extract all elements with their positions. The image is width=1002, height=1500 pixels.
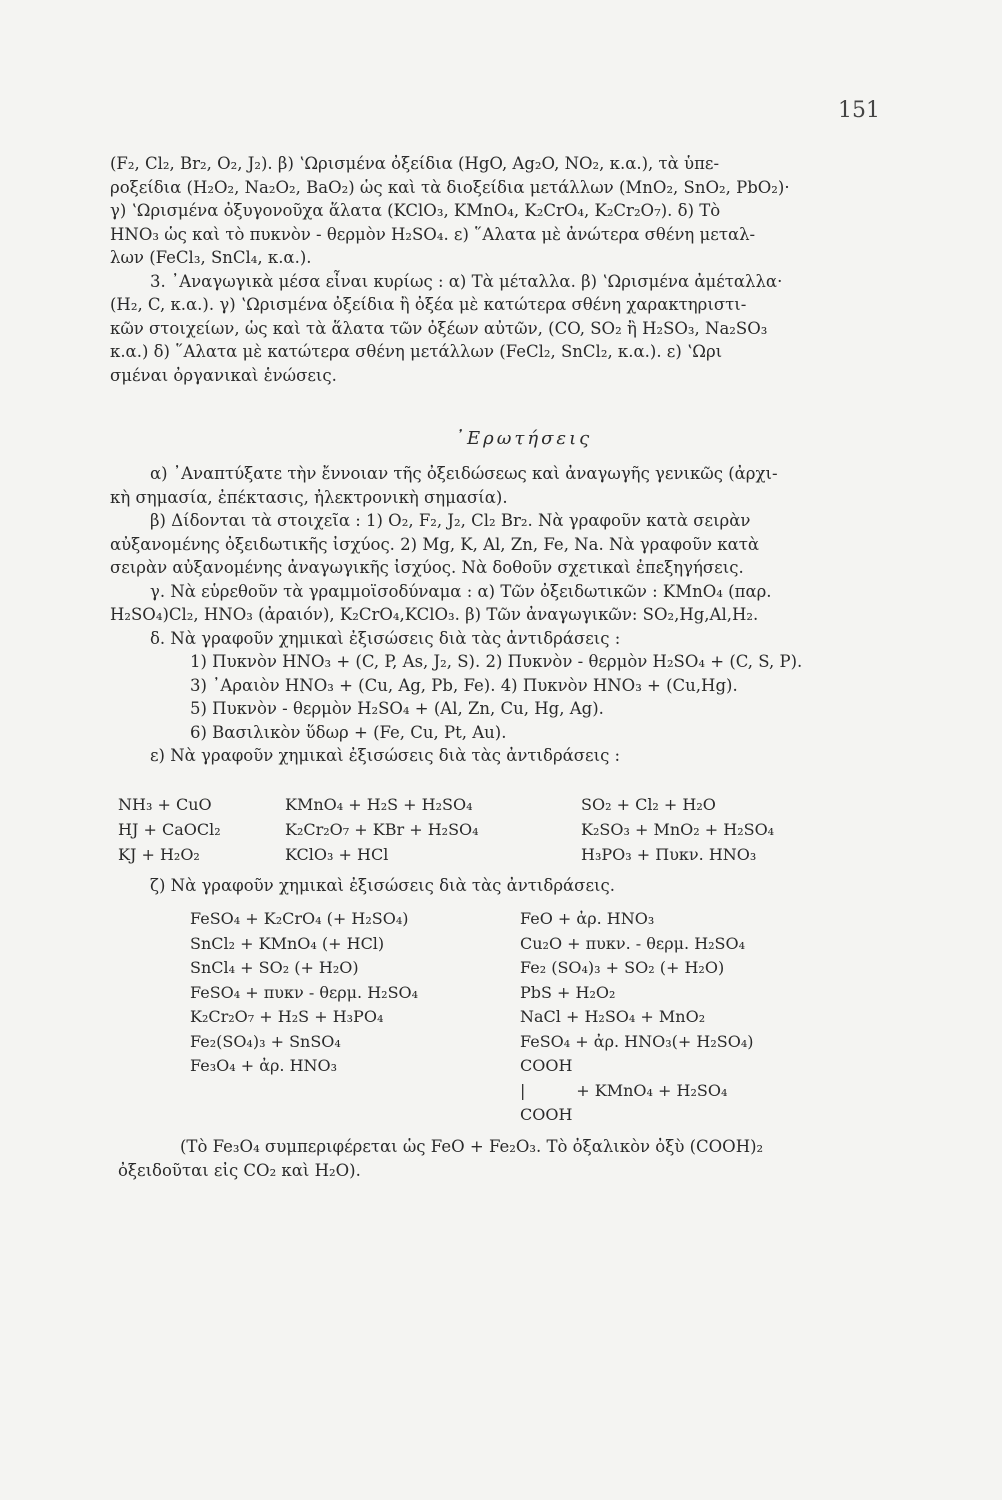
equation-row bbox=[118, 842, 918, 867]
equation: KClO₃ + HCl bbox=[285, 845, 389, 864]
equation: KJ + H₂O₂ bbox=[118, 845, 200, 864]
text-line: HNO₃ ὡς καὶ τὸ πυκνὸν - θερμὸν H₂SO₄. ε) ῞Αλατα μὲ ἀνώτερα σθένη μεταλ- bbox=[110, 224, 756, 244]
equation: FeO + ἀρ. HNO₃ bbox=[520, 909, 655, 928]
questions-heading: ᾿Ερωτήσεις bbox=[455, 428, 593, 449]
questions-block bbox=[110, 462, 910, 768]
footnote bbox=[118, 1135, 908, 1183]
equation: SO₂ + Cl₂ + H₂O bbox=[581, 795, 716, 814]
question-line: κὴ σημασία, ἐπέκτασις, ἠλεκτρονικὴ σημασία). bbox=[110, 487, 508, 507]
text-line: κ.α.) δ) ῞Αλατα μὲ κατώτερα σθένη μετάλλων (FeCl₂, SnCl₂, κ.α.). ε) ʽΩρι bbox=[110, 342, 723, 361]
equation-row bbox=[118, 817, 918, 842]
equation: Fe₃O₄ + ἀρ. HNO₃ bbox=[190, 1056, 338, 1075]
text-line: ροξείδια (H₂O₂, Na₂O₂, BaO₂) ὡς καὶ τὰ διοξείδια μετάλλων (MnO₂, SnO₂, PbO₂)· bbox=[110, 177, 790, 197]
reaction-line: 3) ᾿Αραιὸν HNO₃ + (Cu, Ag, Pb, Fe). 4) Πυκνὸν HNO₃ + (Cu,Hg). bbox=[190, 675, 738, 695]
question-line: δ. Νὰ γραφοῦν χημικαὶ ἐξισώσεις διὰ τὰς ἀντιδράσεις : bbox=[150, 628, 621, 648]
text-line: σμέναι ὀργανικαὶ ἑνώσεις. bbox=[110, 365, 337, 385]
equations-e-grid bbox=[118, 792, 918, 867]
equation: SnCl₄ + SO₂ (+ H₂O) bbox=[190, 958, 359, 977]
equation: HJ + CaOCl₂ bbox=[118, 820, 221, 839]
equation: PbS + H₂O₂ bbox=[520, 982, 616, 1002]
text-line: (H₂, C, κ.α.). γ) ʽΩρισμένα ὀξείδια ἢ ὀξέα μὲ κατώτερα σθένη χαρακτηριστι- bbox=[110, 295, 747, 314]
question-line: ε) Νὰ γραφοῦν χημικαὶ ἐξισώσεις διὰ τὰς ἀντιδράσεις : bbox=[150, 746, 621, 765]
note-line: ὀξειδοῦται εἰς CO₂ καὶ H₂O). bbox=[118, 1161, 361, 1180]
body-text-top bbox=[110, 152, 910, 387]
equation: Cu₂O + πυκν. - θερμ. H₂SO₄ bbox=[520, 933, 746, 953]
equations-z-left bbox=[190, 907, 510, 1079]
equation: NaCl + H₂SO₄ + MnO₂ bbox=[520, 1007, 706, 1026]
text-line: (F₂, Cl₂, Br₂, O₂, J₂). β) ʽΩρισμένα ὀξείδια (HgO, Ag₂O, NO₂, κ.α.), τὰ ὑπε- bbox=[110, 154, 720, 173]
question-line: α) ᾿Αναπτύξατε τὴν ἔννοιαν τῆς ὀξειδώσεως καὶ ἀναγωγῆς γενικῶς (ἀρχι- bbox=[150, 464, 778, 483]
question-line: σειρὰν αὐξανομένης ἀναγωγικῆς ἰσχύος. Νὰ δοθοῦν σχετικαὶ ἐπεξηγήσεις. bbox=[110, 558, 744, 577]
section-3-line: 3. ᾿Αναγωγικὰ μέσα εἶναι κυρίως : α) Τὰ μέταλλα. β) ʽΩρισμένα ἀμέταλλα· bbox=[150, 271, 783, 291]
page-number: 151 bbox=[838, 98, 880, 123]
equation: NH₃ + CuO bbox=[118, 795, 212, 814]
equation: FeSO₄ + ἀρ. HNO₃(+ H₂SO₄) bbox=[520, 1031, 754, 1051]
text-line: γ) ʽΩρισμένα ὀξυγονοῦχα ἅλατα (KClO₃, KMnO₄, K₂CrO₄, K₂Cr₂O₇). δ) Τὸ bbox=[110, 201, 721, 220]
zeta-intro: ζ) Νὰ γραφοῦν χημικαὶ ἐξισώσεις διὰ τὰς ἀντιδράσεις. bbox=[150, 876, 615, 895]
equation: K₂SO₃ + MnO₂ + H₂SO₄ bbox=[581, 820, 775, 839]
reaction-line: 1) Πυκνὸν HNO₃ + (C, P, As, J₂, S). 2) Πυκνὸν - θερμὸν H₂SO₄ + (C, S, P). bbox=[190, 652, 803, 671]
equation-row bbox=[118, 792, 918, 817]
equation: FeSO₄ + πυκν - θερμ. H₂SO₄ bbox=[190, 982, 419, 1002]
reaction-line: 6) Βασιλικὸν ὕδωρ + (Fe, Cu, Pt, Au). bbox=[190, 722, 507, 742]
oxalic-top: COOH bbox=[520, 1056, 573, 1075]
equation: KMnO₄ + H₂S + H₂SO₄ bbox=[285, 795, 473, 814]
text-line: κῶν στοιχείων, ὡς καὶ τὰ ἅλατα τῶν ὀξέων αὐτῶν, (CO, SO₂ ἢ H₂SO₃, Na₂SO₃ bbox=[110, 318, 768, 338]
equation: FeSO₄ + K₂CrO₄ (+ H₂SO₄) bbox=[190, 909, 409, 928]
reaction-line: 5) Πυκνὸν - θερμὸν H₂SO₄ + (Al, Zn, Cu, Hg, Ag). bbox=[190, 699, 604, 718]
question-line: γ. Νὰ εὑρεθοῦν τὰ γραμμοϊσοδύναμα : α) Τῶν ὀξειδωτικῶν : KMnO₄ (παρ. bbox=[150, 581, 772, 601]
question-line: H₂SO₄)Cl₂, HNO₃ (ἀραιόν), K₂CrO₄,KClO₃. β) Τῶν ἀναγωγικῶν: SO₂,Hg,Al,H₂. bbox=[110, 605, 759, 624]
equation: Fe₂(SO₄)₃ + SnSO₄ bbox=[190, 1031, 341, 1051]
question-line: αὐξανομένης ὀξειδωτικῆς ἰσχύος. 2) Mg, K, Al, Zn, Fe, Na. Νὰ γραφοῦν κατὰ bbox=[110, 534, 759, 554]
equation: Fe₂ (SO₄)₃ + SO₂ (+ H₂O) bbox=[520, 958, 725, 977]
equation: K₂Cr₂O₇ + H₂S + H₃PO₄ bbox=[190, 1007, 384, 1026]
equation: SnCl₂ + KMnO₄ (+ HCl) bbox=[190, 933, 385, 953]
question-line: β) Δίδονται τὰ στοιχεῖα : 1) O₂, F₂, J₂, Cl₂ Br₂. Νὰ γραφοῦν κατὰ σειρὰν bbox=[150, 511, 751, 530]
equations-z-right bbox=[520, 907, 900, 1128]
note-line: (Τὸ Fe₃O₄ συμπεριφέρεται ὡς FeO + Fe₂O₃. Τὸ ὀξαλικὸν ὀξὺ (COOH)₂ bbox=[180, 1137, 764, 1156]
equation: K₂Cr₂O₇ + KBr + H₂SO₄ bbox=[285, 820, 479, 839]
text-line: λων (FeCl₃, SnCl₄, κ.α.). bbox=[110, 248, 312, 267]
oxalic-bottom: COOH bbox=[520, 1105, 573, 1124]
oxalic-middle: | + KMnO₄ + H₂SO₄ bbox=[520, 1080, 728, 1100]
equation: H₃PO₃ + Πυκν. HNO₃ bbox=[581, 845, 757, 864]
